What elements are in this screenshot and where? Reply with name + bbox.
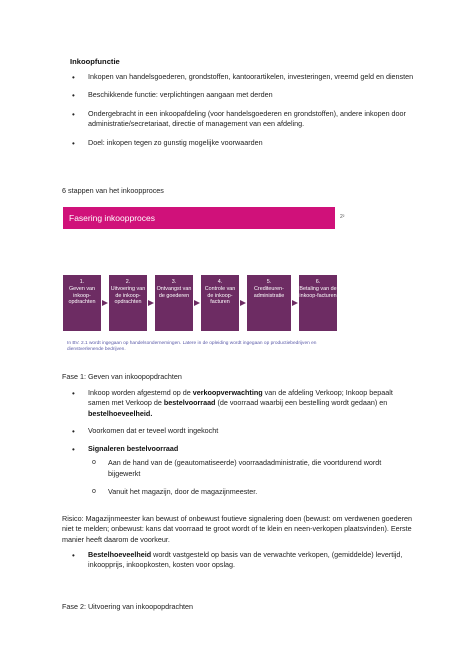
- step-label: Uitvoering van de inkoop-opdrachten: [110, 285, 146, 306]
- sub-list-item: o Aan de hand van de (geautomatiseerde) voorraadadministratie, die voortdurend wordt bijgewerkt: [88, 458, 415, 479]
- fase2-heading: Fase 2: Uitvoering van inkoopopdrachten: [62, 602, 194, 611]
- term-bestelvoorraad: bestelvoorraad: [163, 398, 216, 408]
- text-run: van de afdeling Verkoop; Inkoop bepaalt samen met Verkoop de: [88, 388, 393, 408]
- step-number: 1.: [79, 279, 85, 285]
- list-item: [70, 444, 415, 498]
- process-step: [201, 275, 239, 331]
- text-run: Inkoop worden afgestemd op de: [88, 388, 193, 397]
- steps-title: 6 stappen van het inkoopproces: [62, 186, 164, 195]
- section-heading-inkoopfunctie: Inkoopfunctie: [70, 57, 120, 66]
- term-bestelhoeveelheid: Bestelhoeveelheid: [88, 550, 152, 559]
- process-step: [299, 275, 337, 331]
- slide-title: Fasering inkoopproces: [69, 213, 155, 223]
- step-label: Betaling van de inkoop-facturen: [299, 285, 337, 299]
- process-step: [109, 275, 147, 331]
- inkoopfunctie-list: [70, 72, 415, 154]
- list-item: • Beschikkende functie: verplichtingen aangaan met derden: [70, 90, 415, 100]
- list-item: • Doel: inkopen tegen zo gunstig mogelijke voorwaarden: [70, 138, 415, 148]
- process-step: [63, 275, 101, 331]
- slide-caption: In BV. 2.1 wordt ingegaan op handelsondernemingen. Latere in de opleiding wordt ingegaan op productiebedrijven en dienstverlenende bedrijven.: [67, 341, 317, 353]
- step-number: 6.: [315, 279, 321, 285]
- process-steps: [63, 275, 337, 333]
- text-run: (de voorraad waarbij een bestelling wordt gedaan) en: [215, 398, 388, 408]
- fase1-list: [70, 388, 415, 504]
- step-number: 4.: [217, 279, 223, 285]
- list-item: [70, 388, 415, 419]
- step-number: 5.: [266, 279, 272, 285]
- risico-paragraph: Risico: Magazijnmeester kan bewust of onbewust foutieve signalering doen (bewust: om verdwenen goederen niet te melden; onbewust: kans dat voorraad te groot wordt of te klein en neen-verkopen plaatsvinden). Eerste manier heeft daarom de voorkeur.: [62, 514, 412, 544]
- list-item: • Inkopen van handelsgoederen, grondstoffen, kantoorartikelen, investeringen, vreemd geld en diensten: [70, 72, 415, 82]
- step-label: Ontvangst van de goederen: [156, 285, 192, 299]
- step-number: 2.: [125, 279, 131, 285]
- term-verkoopverwachting: verkoopverwachting: [192, 388, 263, 397]
- term-bestelhoeveelheid: bestelhoeveelheid.: [88, 408, 153, 418]
- step-label: Controle van de inkoop-facturen: [204, 285, 236, 306]
- step-label: Geven van inkoop-opdrachten: [68, 285, 96, 306]
- text-run: wordt vastgesteld op basis van de verwachte verkopen, (gemiddelde) levertijd, inkoopprijs, inkoopkosten, kosten voor opslag.: [88, 550, 403, 570]
- slide-page-mark: 2²: [340, 214, 345, 220]
- sub-list: [88, 458, 415, 497]
- list-item: • Ondergebracht in een inkoopafdeling (voor handelsgoederen en grondstoffen), andere inkopen door administratie/secretariaat, directie of management van een afdeling.: [70, 109, 415, 130]
- fase1-list-2: [70, 550, 415, 577]
- list-item: [70, 550, 415, 571]
- process-step: [247, 275, 291, 331]
- slide-image: [63, 205, 351, 365]
- sub-list-item: o Vanuit het magazijn, door de magazijnmeester.: [88, 487, 415, 497]
- list-item: • Voorkomen dat er teveel wordt ingekocht: [70, 426, 415, 436]
- step-label: Crediteuren-administratie: [253, 285, 285, 299]
- term-signaleren-bestelvoorraad: Signaleren bestelvoorraad: [88, 443, 179, 453]
- step-number: 3.: [171, 279, 177, 285]
- process-step: [155, 275, 193, 331]
- fase1-heading: Fase 1: Geven van inkoopopdrachten: [62, 372, 182, 381]
- slide-title-band: [63, 207, 335, 229]
